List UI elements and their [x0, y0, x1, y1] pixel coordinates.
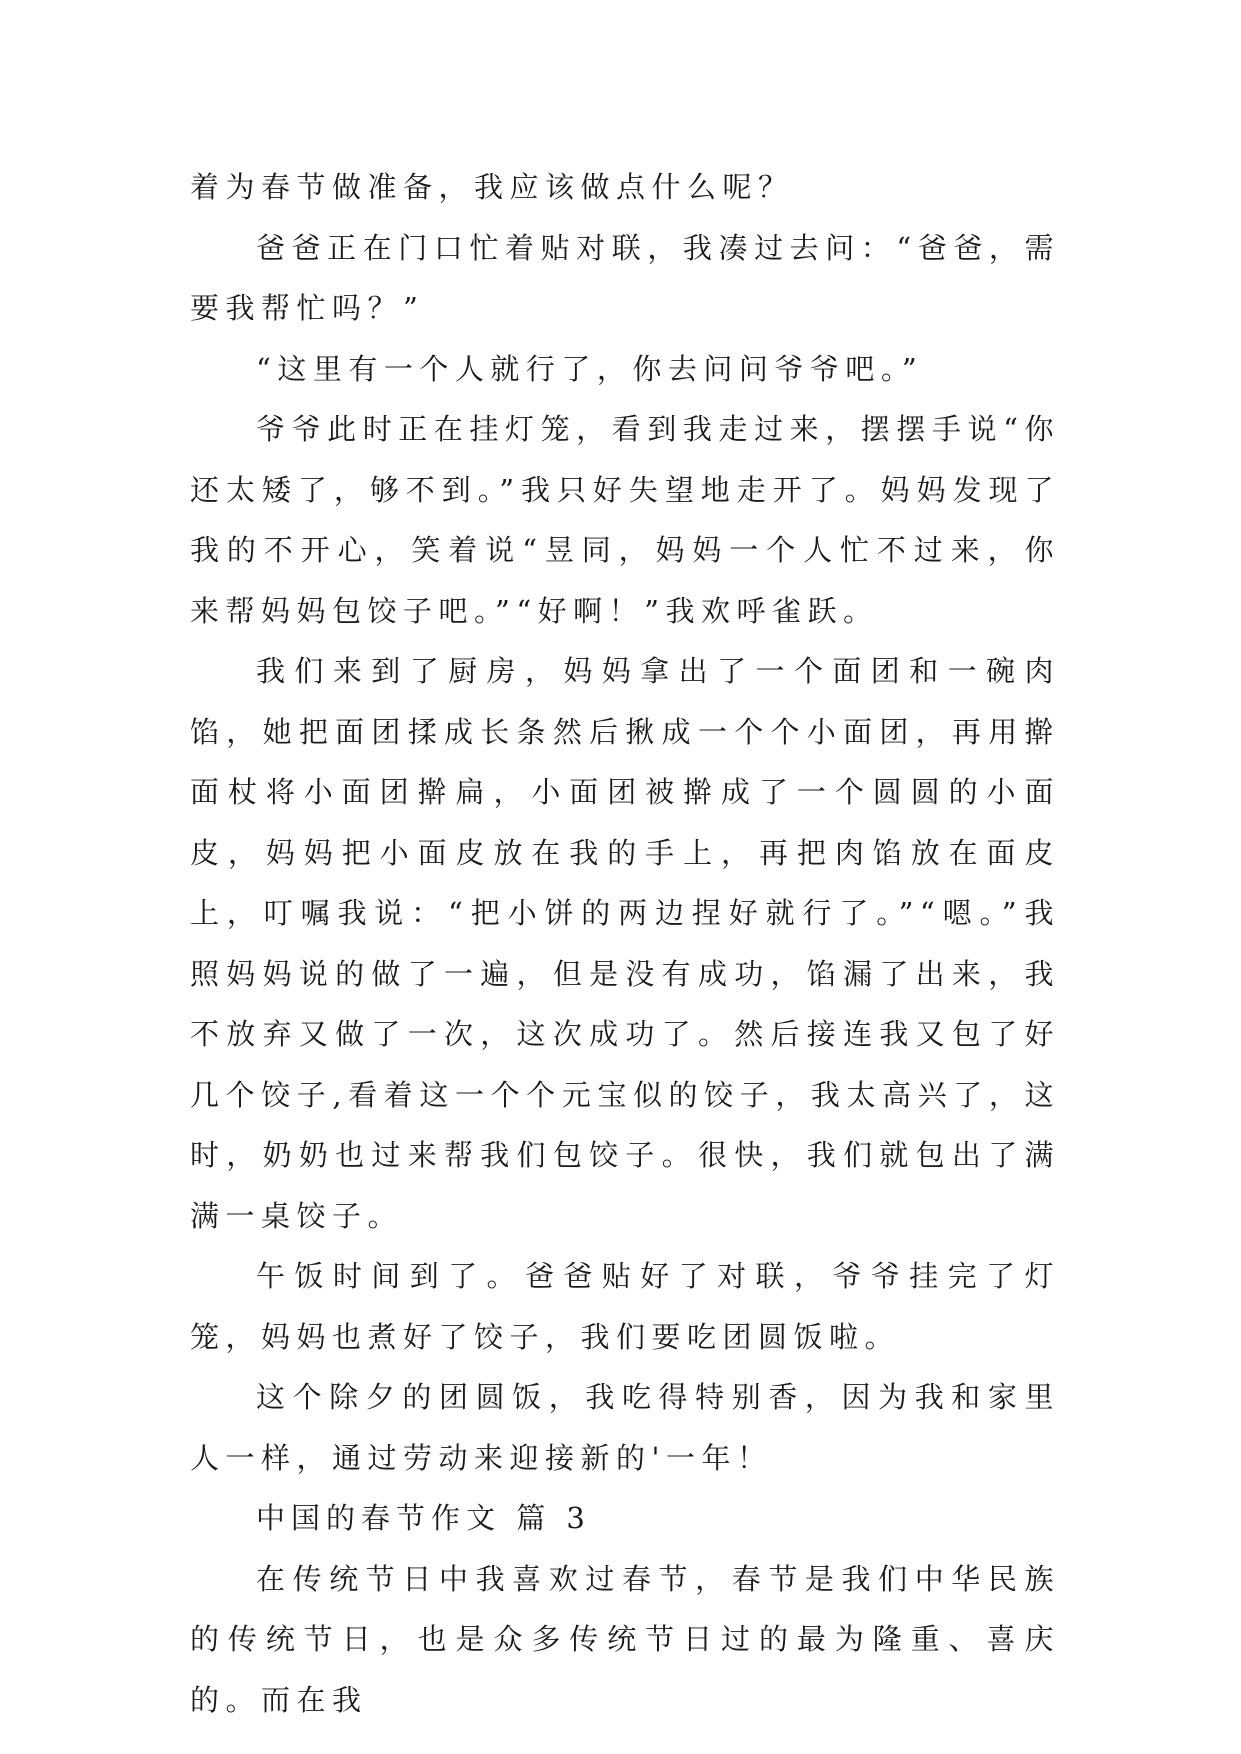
paragraph-8: 在传统节日中我喜欢过春节，春节是我们中华民族的传统节日，也是众多传统节日过的最为隆重、喜庆的。而在我: [190, 1561, 1060, 1717]
paragraph-1: 着为春节做准备，我应该做点什么呢？: [190, 170, 794, 204]
paragraph-5: 我们来到了厨房，妈妈拿出了一个面团和一碗肉馅，她把面团揉成长条然后揪成一个个小面团，再用擀面杖将小面团擀扁，小面团被擀成了一个圆圆的小面皮，妈妈把小面皮放在我的手上，再把肉馅放在面皮上，叮嘱我说：“把小饼的两边捏好就行了。”“嗯。”我照妈妈说的做了一遍，但是没有成功，馅漏了出来，我不放弃又做了一次，这次成功了。然后接连我又包了好几个饺子,看着这一个个元宝似的饺子，我太高兴了，这时，奶奶也过来帮我们包饺子。很快，我们就包出了满满一桌饺子。: [190, 654, 1060, 1233]
section-heading: 中国的春节作文 篇 3: [256, 1501, 591, 1535]
paragraph-6: 午饭时间到了。爸爸贴好了对联，爷爷挂完了灯笼，妈妈也煮好了饺子，我们要吃团圆饭啦。: [190, 1259, 1060, 1354]
paragraph-7: 这个除夕的团圆饭，我吃得特别香，因为我和家里人一样，通过劳动来迎接新的'一年！: [190, 1380, 1060, 1475]
paragraph-2: 爸爸正在门口忙着贴对联，我凑过去问：“爸爸，需要我帮忙吗？”: [190, 230, 1060, 325]
paragraph-3: “这里有一个人就行了，你去问问爷爷吧。”: [256, 351, 924, 386]
document-body: [190, 157, 1060, 1730]
paragraph-4: 爷爷此时正在挂灯笼，看到我走过来，摆摆手说“你还太矮了，够不到。”我只好失望地走开了。妈妈发现了我的不开心，笑着说“昱同，妈妈一个人忙不过来，你来帮妈妈包饺子吧。”“好啊！”我欢呼雀跃。: [190, 412, 1060, 628]
